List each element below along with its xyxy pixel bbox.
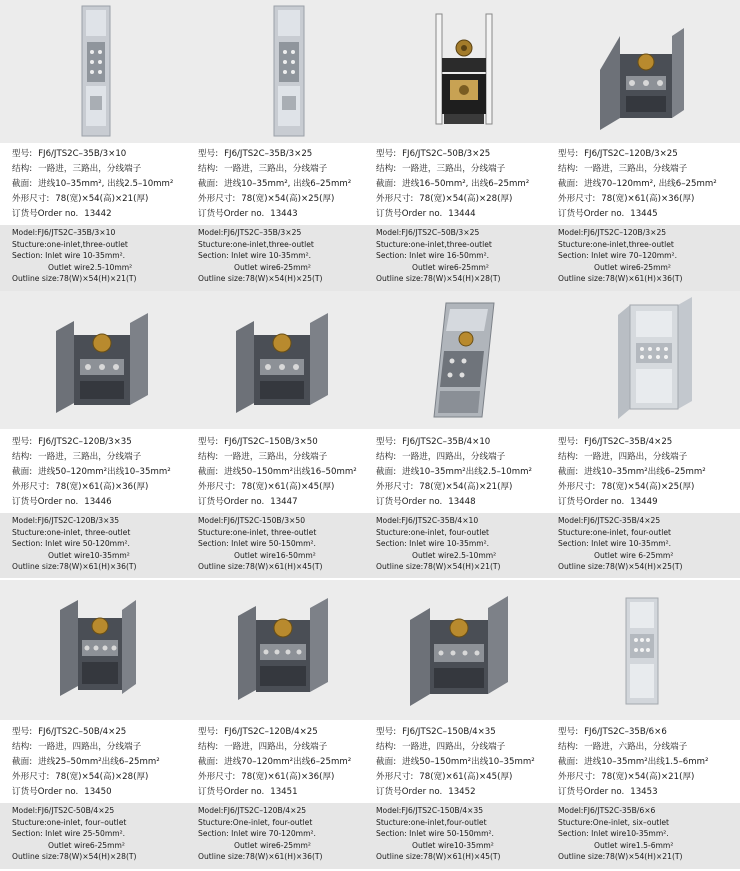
outline-cn: 78(宽)×54(高)×21(厚) (419, 482, 513, 492)
section-en: Section: Inlet wire 50-120mm². (12, 539, 130, 549)
model-label: 型号: (12, 727, 33, 737)
chinese-spec (12, 147, 173, 222)
model-en: Model:FJ6/JTS2C–35B/3×10 (12, 228, 116, 237)
order-number: 13453 (630, 787, 658, 797)
outline-cn: 78(宽)×54(高)×28(厚) (55, 772, 149, 782)
english-spec (558, 805, 683, 863)
structure-label: 结构: (198, 164, 219, 174)
structure-en: Stucture:one-inlet, three-outlet (198, 527, 317, 537)
english-spec (198, 805, 323, 863)
order-number: 13446 (84, 497, 112, 507)
dark-terminal-block-icon (364, 580, 546, 720)
section-cn: 进线25–50mm²出线6–25mm² (38, 757, 160, 767)
outline-label: 外形尺寸: (558, 772, 596, 782)
clear-small-terminal-block-icon (546, 580, 740, 720)
outlet-en: Outlet wire 6-25mm² (594, 550, 674, 560)
english-spec (558, 515, 683, 573)
catalog-row (0, 580, 740, 871)
outlet-en: Outlet wire6-25mm² (594, 262, 671, 272)
structure-cn: 一路进，四路出，分线端子 (38, 742, 142, 752)
product-photo (364, 580, 546, 720)
structure-label: 结构: (376, 452, 397, 462)
product-photo (546, 0, 740, 143)
outline-cn: 78(宽)×61(高)×45(厚) (241, 482, 335, 492)
english-spec (558, 227, 683, 285)
chinese-spec (198, 435, 357, 510)
section-cn: 进线70–120mm², 出线6–25mm² (584, 179, 717, 189)
clear-narrow-terminal-block-icon (186, 0, 364, 143)
section-label: 截面: (558, 179, 579, 189)
open-front-terminal-block-icon (364, 0, 546, 143)
model-label: 型号: (558, 437, 579, 447)
product-card (0, 0, 186, 291)
product-card (546, 580, 740, 871)
outline-en: Outline size:78(W)×61(H)×45(T) (198, 562, 323, 572)
model-en: Model:FJ6/JTS2C-150B/3×50 (198, 516, 306, 525)
product-card (0, 291, 186, 580)
structure-en: Stucture:one-inlet, three-outlet (12, 527, 131, 537)
structure-cn: 一路进，四路出，分线端子 (402, 452, 506, 462)
order-label: 订货号Order no. (376, 787, 443, 797)
english-spec (12, 805, 137, 863)
order-label: 订货号Order no. (198, 209, 265, 219)
model-cn: FJ6/JTS2C–50B/4×25 (38, 727, 127, 737)
model-en: Model:FJ6/JTS2C-120B/3×35 (12, 516, 120, 525)
product-photo (364, 0, 546, 143)
section-en: Section: Inlet wire 10-35mm². (12, 251, 126, 261)
section-cn: 进线10–35mm², 出线2.5–10mm² (38, 179, 174, 189)
model-cn: FJ6/JTS2C–120B/4×25 (224, 727, 318, 737)
structure-label: 结构: (558, 164, 579, 174)
structure-cn: 一路进，三路出，分线端子 (38, 164, 142, 174)
model-label: 型号: (558, 727, 579, 737)
model-label: 型号: (12, 149, 33, 159)
outline-label: 外形尺寸: (376, 772, 414, 782)
order-label: 订货号Order no. (558, 497, 625, 507)
model-cn: FJ6/JTS2C–150B/3×50 (224, 437, 318, 447)
structure-cn: 一路进，四路出，分线端子 (402, 742, 506, 752)
outline-en: Outline size:78(W)×54(H)×21(T) (376, 562, 501, 572)
english-spec (12, 515, 137, 573)
section-en: Section: Inlet wire 50-150mm². (198, 539, 316, 549)
outline-label: 外形尺寸: (12, 772, 50, 782)
model-en: Model:FJ6/JTS2C-35B/6×6 (558, 806, 656, 815)
order-label: 订货号Order no. (198, 497, 265, 507)
section-cn: 进线10–35mm², 出线6–25mm² (224, 179, 352, 189)
section-label: 截面: (12, 179, 33, 189)
order-label: 订货号Order no. (376, 209, 443, 219)
structure-cn: 一路进，六路出，分线端子 (584, 742, 688, 752)
outlet-en: Outlet wire6-25mm² (48, 840, 125, 850)
model-cn: FJ6/JTS2C–50B/3×25 (402, 149, 491, 159)
dark-terminal-block-icon (0, 291, 186, 429)
outline-label: 外形尺寸: (558, 194, 596, 204)
product-card (546, 291, 740, 580)
order-label: 订货号Order no. (558, 787, 625, 797)
order-number: 13444 (448, 209, 476, 219)
model-en: Model:FJ6/JTS2C-150B/4×35 (376, 806, 484, 815)
section-en: Section: Inlet wire 70–120mm². (558, 251, 677, 261)
outline-label: 外形尺寸: (558, 482, 596, 492)
structure-label: 结构: (198, 742, 219, 752)
outline-en: Outline size:78(W)×54(H)×28(T) (376, 274, 501, 284)
outline-cn: 78(宽)×61(高)×36(厚) (241, 772, 335, 782)
section-label: 截面: (198, 179, 219, 189)
clear-narrow-terminal-block-icon (0, 0, 186, 143)
product-card (364, 0, 546, 291)
section-label: 截面: (198, 757, 219, 767)
section-en: Section: Inlet wire10-35mm². (558, 829, 669, 839)
product-photo (364, 291, 546, 429)
structure-cn: 一路进，三路出，分线端子 (402, 164, 506, 174)
outline-cn: 78(宽)×54(高)×28(厚) (419, 194, 513, 204)
model-en: Model:FJ6/JTS2C–120B/3×25 (558, 228, 667, 237)
model-label: 型号: (376, 727, 397, 737)
product-photo (0, 0, 186, 143)
model-cn: FJ6/JTS2C–35B/3×10 (38, 149, 127, 159)
order-number: 13445 (630, 209, 658, 219)
product-card (0, 580, 186, 871)
chinese-spec (558, 725, 708, 800)
outline-en: Outline size:78(W)×61(H)×36(T) (558, 274, 683, 284)
structure-en: Stucture:one-inlet,four-outlet (376, 817, 487, 827)
structure-label: 结构: (12, 452, 33, 462)
outline-cn: 78(宽)×61(高)×45(厚) (419, 772, 513, 782)
chinese-spec (376, 725, 535, 800)
chinese-spec (12, 725, 160, 800)
section-label: 截面: (376, 179, 397, 189)
chinese-spec (558, 147, 717, 222)
clear-wide-terminal-block-icon (546, 291, 740, 429)
model-cn: FJ6/JTS2C–35B/4×10 (402, 437, 491, 447)
english-spec (12, 227, 137, 285)
order-number: 13451 (270, 787, 298, 797)
outlet-en: Outlet wire6-25mm² (234, 840, 311, 850)
outline-cn: 78(宽)×54(高)×21(厚) (601, 772, 695, 782)
section-cn: 进线50–120mm²出线10–35mm² (38, 467, 171, 477)
section-en: Section: Inlet wire 25-50mm². (12, 829, 126, 839)
structure-cn: 一路进，四路出，分线端子 (584, 452, 688, 462)
order-label: 订货号Order no. (198, 787, 265, 797)
order-label: 订货号Order no. (12, 497, 79, 507)
order-number: 13447 (270, 497, 298, 507)
chinese-spec (198, 147, 351, 222)
model-en: Model:FJ6/JTS2C-35B/4×10 (376, 516, 479, 525)
model-label: 型号: (376, 437, 397, 447)
outlet-en: Outlet wire1.5-6mm² (594, 840, 674, 850)
dark-terminal-block-icon (546, 0, 740, 143)
order-number: 13442 (84, 209, 112, 219)
order-number: 13443 (270, 209, 298, 219)
structure-label: 结构: (558, 742, 579, 752)
catalog-row (0, 0, 740, 291)
section-label: 截面: (376, 467, 397, 477)
chinese-spec (376, 147, 529, 222)
catalog-row (0, 291, 740, 580)
order-number: 13452 (448, 787, 476, 797)
english-spec (198, 227, 323, 285)
model-label: 型号: (558, 149, 579, 159)
section-cn: 进线10–35mm²出线1.5–6mm² (584, 757, 709, 767)
product-card (186, 291, 364, 580)
structure-en: Stucture:one-inlet,three-outlet (558, 239, 674, 249)
dark-terminal-block-icon (186, 291, 364, 429)
product-photo (0, 580, 186, 720)
outlet-en: Outlet wire16-50mm² (234, 550, 316, 560)
product-photo (546, 291, 740, 429)
section-cn: 进线50–150mm²出线16–50mm² (224, 467, 357, 477)
model-label: 型号: (376, 149, 397, 159)
structure-cn: 一路进，三路出，分线端子 (584, 164, 688, 174)
order-label: 订货号Order no. (376, 497, 443, 507)
section-label: 截面: (12, 757, 33, 767)
structure-label: 结构: (12, 164, 33, 174)
outlet-en: Outlet wire10-35mm² (48, 550, 130, 560)
structure-en: Stucture:one-inlet,three-outlet (376, 239, 492, 249)
outline-en: Outline size:78(W)×54(H)×25(T) (198, 274, 323, 284)
structure-label: 结构: (558, 452, 579, 462)
section-label: 截面: (376, 757, 397, 767)
section-label: 截面: (12, 467, 33, 477)
outlet-en: Outlet wire6-25mm² (234, 262, 311, 272)
product-photo (186, 0, 364, 143)
structure-cn: 一路进，三路出，分线端子 (224, 164, 328, 174)
outline-en: Outline size:78(W)×54(H)×28(T) (12, 852, 137, 862)
outline-cn: 78(宽)×61(高)×36(厚) (55, 482, 149, 492)
structure-cn: 一路进，三路出，分线端子 (38, 452, 142, 462)
model-cn: FJ6/JTS2C–120B/3×25 (584, 149, 678, 159)
outline-label: 外形尺寸: (198, 194, 236, 204)
section-cn: 进线70–120mm²出线6–25mm² (224, 757, 352, 767)
structure-en: Stucture:One-inlet, four-outlet (198, 817, 313, 827)
structure-label: 结构: (12, 742, 33, 752)
outline-label: 外形尺寸: (198, 482, 236, 492)
outlet-en: Outlet wire10-35mm² (412, 840, 494, 850)
structure-en: Stucture:one-inlet,three-outlet (198, 239, 314, 249)
product-card (364, 580, 546, 871)
outline-cn: 78(宽)×54(高)×21(厚) (55, 194, 149, 204)
structure-label: 结构: (198, 452, 219, 462)
outline-en: Outline size:78(W)×54(H)×25(T) (558, 562, 683, 572)
section-cn: 进线10–35mm²出线6–25mm² (584, 467, 706, 477)
outline-label: 外形尺寸: (376, 482, 414, 492)
order-label: 订货号Order no. (12, 209, 79, 219)
outline-en: Outline size:78(W)×61(H)×45(T) (376, 852, 501, 862)
model-cn: FJ6/JTS2C–35B/4×25 (584, 437, 673, 447)
order-label: 订货号Order no. (12, 787, 79, 797)
model-cn: FJ6/JTS2C–35B/6×6 (584, 727, 667, 737)
dark-terminal-block-icon (0, 580, 186, 720)
dark-terminal-block-icon (186, 580, 364, 720)
model-en: Model:FJ6/JTS2C–120B/4×25 (198, 806, 307, 815)
chinese-spec (376, 435, 532, 510)
english-spec (376, 227, 501, 285)
order-number: 13449 (630, 497, 658, 507)
product-card (546, 0, 740, 291)
section-en: Section: Inlet wire 50-150mm². (376, 829, 494, 839)
outlet-en: Outlet wire2.5-10mm² (48, 262, 133, 272)
outline-cn: 78(宽)×54(高)×25(厚) (601, 482, 695, 492)
chinese-spec (198, 725, 351, 800)
structure-cn: 一路进，三路出，分线端子 (224, 452, 328, 462)
section-en: Section: Inlet wire 16-50mm². (376, 251, 490, 261)
model-cn: FJ6/JTS2C–35B/3×25 (224, 149, 313, 159)
structure-cn: 一路进，四路出，分线端子 (224, 742, 328, 752)
section-cn: 进线10–35mm²出线2.5–10mm² (402, 467, 532, 477)
english-spec (376, 515, 501, 573)
outline-cn: 78(宽)×61(高)×36(厚) (601, 194, 695, 204)
structure-en: Stucture:one-inlet, four–outlet (12, 817, 127, 827)
structure-label: 结构: (376, 742, 397, 752)
section-label: 截面: (558, 757, 579, 767)
outline-en: Outline size:78(W)×61(H)×36(T) (198, 852, 323, 862)
model-cn: FJ6/JTS2C–150B/4×35 (402, 727, 496, 737)
chinese-spec (558, 435, 706, 510)
model-label: 型号: (198, 149, 219, 159)
section-en: Section: Inlet wire 10-35mm². (198, 251, 312, 261)
outline-en: Outline size:78(W)×61(H)×36(T) (12, 562, 137, 572)
tilted-terminal-block-icon (364, 291, 546, 429)
order-number: 13450 (84, 787, 112, 797)
order-number: 13448 (448, 497, 476, 507)
product-photo (546, 580, 740, 720)
section-label: 截面: (558, 467, 579, 477)
order-label: 订货号Order no. (558, 209, 625, 219)
model-en: Model:FJ6/JTS2C-50B/4×25 (12, 806, 115, 815)
structure-en: Stucture:One-inlet, six–outlet (558, 817, 670, 827)
product-photo (186, 291, 364, 429)
english-spec (198, 515, 323, 573)
section-en: Section: Inlet wire 10-35mm². (376, 539, 490, 549)
outline-label: 外形尺寸: (376, 194, 414, 204)
outline-label: 外形尺寸: (12, 194, 50, 204)
model-label: 型号: (198, 727, 219, 737)
structure-label: 结构: (376, 164, 397, 174)
outline-en: Outline size:78(W)×54(H)×21(T) (12, 274, 137, 284)
outline-cn: 78(宽)×54(高)×25(厚) (241, 194, 335, 204)
outlet-en: Outlet wire6-25mm² (412, 262, 489, 272)
section-cn: 进线50–150mm²出线10–35mm² (402, 757, 535, 767)
outline-label: 外形尺寸: (198, 772, 236, 782)
product-photo (0, 291, 186, 429)
chinese-spec (12, 435, 171, 510)
outlet-en: Outlet wire2.5-10mm² (412, 550, 497, 560)
model-en: Model:FJ6/JTS2C–35B/3×25 (198, 228, 302, 237)
section-cn: 进线16–50mm², 出线6–25mm² (402, 179, 530, 189)
model-en: Model:FJ6/JTS2C-35B/4×25 (558, 516, 661, 525)
structure-en: Stucture:one-inlet, four-outlet (558, 527, 671, 537)
model-label: 型号: (12, 437, 33, 447)
product-card (186, 0, 364, 291)
product-photo (186, 580, 364, 720)
structure-en: Stucture:one-inlet, four-outlet (376, 527, 489, 537)
section-en: Section: Inlet wire 70-120mm². (198, 829, 316, 839)
outline-en: Outline size:78(W)×54(H)×21(T) (558, 852, 683, 862)
model-cn: FJ6/JTS2C–120B/3×35 (38, 437, 132, 447)
product-card (364, 291, 546, 580)
structure-en: Stucture:one-inlet,three-outlet (12, 239, 128, 249)
section-en: Section: Inlet wire 10-35mm². (558, 539, 672, 549)
product-card (186, 580, 364, 871)
english-spec (376, 805, 501, 863)
model-en: Model:FJ6/JTS2C–50B/3×25 (376, 228, 480, 237)
outline-label: 外形尺寸: (12, 482, 50, 492)
model-label: 型号: (198, 437, 219, 447)
section-label: 截面: (198, 467, 219, 477)
